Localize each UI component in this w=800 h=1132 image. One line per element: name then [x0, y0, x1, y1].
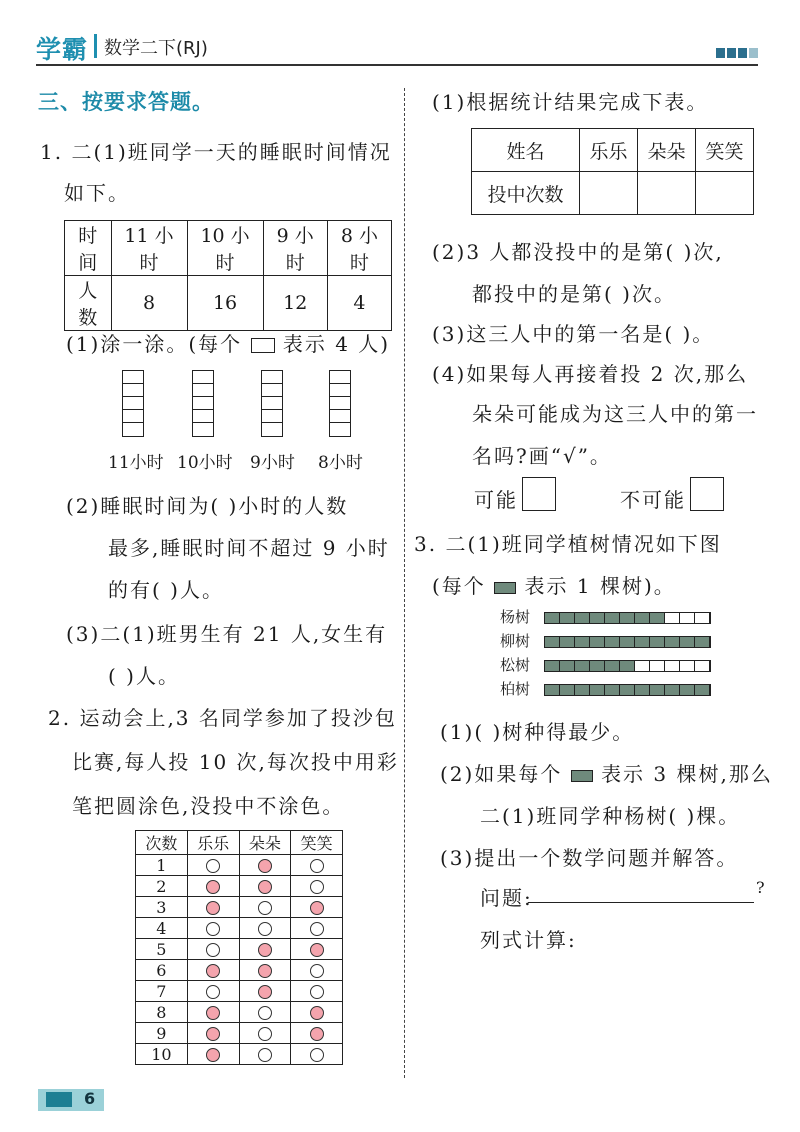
- tree-unit-filled: [620, 685, 635, 695]
- q3-legend-suffix: 表示 1 棵树)。: [524, 574, 676, 598]
- table-cell: 8: [111, 276, 187, 331]
- check-box-impossible[interactable]: [690, 477, 724, 511]
- throw-record-table: [135, 830, 343, 1065]
- hit-cell: [291, 981, 343, 1002]
- hit-cell: [187, 1002, 239, 1023]
- table-cell: 笑笑: [696, 129, 754, 172]
- table-header: 朵朵: [239, 831, 291, 855]
- page-number: 6: [84, 1089, 96, 1108]
- tree-bar: [544, 684, 711, 696]
- tree-unit-empty: [680, 613, 695, 623]
- q2-text: 比赛,每人投 10 次,每次投中用彩: [72, 750, 399, 774]
- tree-unit-icon: [571, 770, 593, 782]
- tree-bar: [544, 636, 711, 648]
- hit-cell: [239, 855, 291, 876]
- tree-unit-filled: [650, 613, 665, 623]
- tree-unit-filled: [560, 637, 575, 647]
- miss-circle-icon: [310, 1048, 324, 1062]
- hit-circle-icon: [258, 964, 272, 978]
- table-cell: 16: [187, 276, 263, 331]
- tree-unit-filled: [635, 685, 650, 695]
- tree-unit-empty: [695, 613, 710, 623]
- q3-sub2-suffix: 表示 3 棵树,那么: [601, 762, 773, 786]
- miss-circle-icon: [258, 1027, 272, 1041]
- tree-unit-filled: [650, 637, 665, 647]
- tree-unit-filled: [605, 661, 620, 671]
- q1-text: 1. 二(1)班同学一天的睡眠时间情况: [40, 140, 392, 164]
- hit-cell: [187, 855, 239, 876]
- tree-unit-icon: [494, 582, 516, 594]
- q2-sub2: (2)3 人都没投中的是第( )次,: [432, 240, 724, 264]
- tree-unit-filled: [545, 637, 560, 647]
- section-title: 三、按要求答题。: [38, 90, 214, 114]
- book-title: 数学二下(RJ): [104, 38, 208, 59]
- q3-text: [432, 570, 676, 599]
- question-answer-line[interactable]: [528, 878, 754, 903]
- table-row: [136, 897, 343, 918]
- coloring-cell[interactable]: [192, 422, 214, 437]
- check-box-possible[interactable]: [522, 477, 556, 511]
- q2-text: 2. 运动会上,3 名同学参加了投沙包: [48, 706, 397, 730]
- table-cell: 9 小时: [263, 221, 327, 276]
- tree-unit-filled: [590, 661, 605, 671]
- miss-circle-icon: [310, 964, 324, 978]
- q1-sub2: 的有( )人。: [108, 578, 224, 602]
- calc-label: 列式计算:: [480, 928, 577, 952]
- option-label: 不可能: [620, 488, 686, 512]
- row-number: 4: [136, 918, 188, 939]
- table-row: [136, 876, 343, 897]
- table-header: 次数: [136, 831, 188, 855]
- coloring-cell[interactable]: [329, 422, 351, 437]
- hit-circle-icon: [206, 901, 220, 915]
- hit-circle-icon: [206, 1048, 220, 1062]
- hit-cell: [291, 876, 343, 897]
- q2-sub4: 名吗?画“√”。: [472, 444, 612, 468]
- q2-text: 笔把圆涂色,没投中不涂色。: [72, 794, 345, 818]
- q2-sub2: 都投中的是第( )次。: [472, 282, 676, 306]
- option-label: 可能: [474, 488, 518, 512]
- table-cell: 10 小时: [187, 221, 263, 276]
- table-cell: 12: [263, 276, 327, 331]
- hit-circle-icon: [258, 985, 272, 999]
- hit-circle-icon: [206, 1027, 220, 1041]
- tree-label: 杨树: [500, 608, 531, 626]
- tree-unit-filled: [620, 661, 635, 671]
- tree-unit-filled: [665, 637, 680, 647]
- table-row: [136, 1044, 343, 1065]
- table-row: [136, 939, 343, 960]
- q1-sub3: ( )人。: [108, 664, 180, 688]
- tree-unit-filled: [680, 637, 695, 647]
- hit-cell: [239, 1002, 291, 1023]
- hit-cell: [291, 897, 343, 918]
- hit-cell: [187, 876, 239, 897]
- header-decoration: [738, 48, 747, 58]
- hit-cell: [187, 939, 239, 960]
- q3-sub2-prefix: (2)如果每个: [440, 762, 563, 786]
- hit-cell: [291, 1023, 343, 1044]
- q3-sub2: 二(1)班同学种杨树( )棵。: [480, 804, 741, 828]
- table-header: 乐乐: [187, 831, 239, 855]
- q1-sub1-suffix: 表示 4 人): [282, 332, 391, 356]
- hit-circle-icon: [258, 943, 272, 957]
- q1-text: 如下。: [64, 181, 130, 205]
- bar-label: 8小时: [318, 453, 363, 473]
- q2-sub4: (4)如果每人再接着投 2 次,那么: [432, 362, 749, 386]
- q2-sub1: (1)根据统计结果完成下表。: [432, 90, 709, 114]
- hit-cell: [187, 1023, 239, 1044]
- q3-sub1: (1)( )树种得最少。: [440, 720, 635, 744]
- miss-circle-icon: [310, 985, 324, 999]
- logo-divider: [94, 34, 97, 58]
- tree-unit-filled: [635, 613, 650, 623]
- tree-unit-filled: [680, 685, 695, 695]
- hit-circle-icon: [310, 943, 324, 957]
- tree-unit-filled: [590, 637, 605, 647]
- hit-circle-icon: [310, 1006, 324, 1020]
- miss-circle-icon: [258, 1048, 272, 1062]
- tree-unit-filled: [590, 613, 605, 623]
- hit-cell: [291, 960, 343, 981]
- pencil-icon: [46, 1092, 72, 1107]
- q1-sub2: 最多,睡眠时间不超过 9 小时: [108, 536, 390, 560]
- tree-unit-filled: [560, 613, 575, 623]
- row-number: 7: [136, 981, 188, 1002]
- hit-cell: [187, 1044, 239, 1065]
- table-cell: 姓名: [472, 129, 580, 172]
- table-cell: 8 小时: [327, 221, 391, 276]
- hit-cell: [291, 1044, 343, 1065]
- q3-sub2: [440, 758, 773, 787]
- hit-cell: [291, 855, 343, 876]
- header-decoration: [749, 48, 758, 58]
- hit-circle-icon: [310, 901, 324, 915]
- tree-bar: [544, 612, 711, 624]
- hit-cell: [239, 939, 291, 960]
- tree-label: 柏树: [500, 680, 531, 698]
- hit-cell: [291, 918, 343, 939]
- tree-unit-empty: [650, 661, 665, 671]
- tree-unit-filled: [545, 685, 560, 695]
- table-cell: 时间: [65, 221, 112, 276]
- question-mark: ?: [756, 878, 765, 897]
- miss-circle-icon: [206, 985, 220, 999]
- tree-label: 松树: [500, 656, 531, 674]
- tree-unit-empty: [665, 613, 680, 623]
- q1-sub1-prefix: (1)涂一涂。(每个: [66, 332, 243, 356]
- q3-sub3: (3)提出一个数学问题并解答。: [440, 846, 739, 870]
- tree-unit-filled: [545, 661, 560, 671]
- tree-unit-filled: [635, 637, 650, 647]
- tree-unit-filled: [650, 685, 665, 695]
- hit-cell: [239, 1023, 291, 1044]
- miss-circle-icon: [310, 859, 324, 873]
- hit-circle-icon: [258, 880, 272, 894]
- row-number: 10: [136, 1044, 188, 1065]
- answer-cell[interactable]: [638, 172, 696, 215]
- hit-cell: [239, 981, 291, 1002]
- miss-circle-icon: [206, 943, 220, 957]
- hit-circle-icon: [310, 1027, 324, 1041]
- row-number: 6: [136, 960, 188, 981]
- miss-circle-icon: [258, 901, 272, 915]
- hit-circle-icon: [258, 859, 272, 873]
- question-label: 问题:: [480, 886, 533, 910]
- hit-cell: [239, 876, 291, 897]
- table-cell: 乐乐: [580, 129, 638, 172]
- bar-label: 9小时: [250, 453, 295, 473]
- miss-circle-icon: [206, 859, 220, 873]
- miss-circle-icon: [310, 922, 324, 936]
- hit-cell: [187, 981, 239, 1002]
- q1-sub2: (2)睡眠时间为( )小时的人数: [66, 494, 349, 518]
- result-table: [471, 128, 754, 215]
- q3-text: 3. 二(1)班同学植树情况如下图: [414, 532, 722, 556]
- bar-label: 11小时: [108, 453, 164, 473]
- tree-unit-filled: [665, 685, 680, 695]
- tree-unit-filled: [575, 637, 590, 647]
- q2-sub4: 朵朵可能成为这三人中的第一: [472, 402, 758, 426]
- answer-cell[interactable]: [696, 172, 754, 215]
- column-divider: [404, 88, 405, 1078]
- tree-unit-empty: [680, 661, 695, 671]
- tree-unit-filled: [575, 661, 590, 671]
- miss-circle-icon: [258, 1006, 272, 1020]
- hit-cell: [239, 918, 291, 939]
- tree-unit-filled: [605, 613, 620, 623]
- tree-unit-filled: [695, 637, 710, 647]
- table-row: [136, 1002, 343, 1023]
- miss-circle-icon: [206, 922, 220, 936]
- table-row: [136, 1023, 343, 1044]
- tree-unit-filled: [560, 661, 575, 671]
- answer-cell[interactable]: [580, 172, 638, 215]
- tree-unit-empty: [665, 661, 680, 671]
- hit-cell: [187, 960, 239, 981]
- hit-circle-icon: [206, 1006, 220, 1020]
- table-cell: 11 小时: [111, 221, 187, 276]
- miss-circle-icon: [310, 880, 324, 894]
- miss-circle-icon: [258, 922, 272, 936]
- sleep-table: [64, 220, 392, 331]
- q1-sub1: [66, 328, 390, 357]
- table-row: [136, 855, 343, 876]
- q2-sub3: (3)这三人中的第一名是( )。: [432, 322, 715, 346]
- row-number: 9: [136, 1023, 188, 1044]
- row-number: 1: [136, 855, 188, 876]
- table-cell: 投中次数: [472, 172, 580, 215]
- hit-cell: [239, 1044, 291, 1065]
- brand-logo: 学霸: [36, 35, 89, 64]
- tree-unit-filled: [620, 613, 635, 623]
- row-number: 8: [136, 1002, 188, 1023]
- tree-unit-filled: [605, 637, 620, 647]
- tree-unit-filled: [545, 613, 560, 623]
- tree-unit-filled: [575, 613, 590, 623]
- q1-sub3: (3)二(1)班男生有 21 人,女生有: [66, 622, 388, 646]
- header-decoration: [727, 48, 736, 58]
- tree-unit-filled: [590, 685, 605, 695]
- table-cell: 4: [327, 276, 391, 331]
- hit-cell: [187, 918, 239, 939]
- hit-cell: [239, 897, 291, 918]
- hit-cell: [239, 960, 291, 981]
- hit-cell: [291, 1002, 343, 1023]
- header-decoration: [716, 48, 725, 58]
- tree-unit-empty: [635, 661, 650, 671]
- table-row: [136, 960, 343, 981]
- header-rule: [36, 64, 758, 66]
- tree-unit-empty: [695, 661, 710, 671]
- tree-unit-filled: [620, 637, 635, 647]
- hit-cell: [187, 897, 239, 918]
- bar-label: 10小时: [177, 453, 233, 473]
- hit-circle-icon: [206, 880, 220, 894]
- tree-bar: [544, 660, 711, 672]
- legend-square-icon: [251, 338, 275, 353]
- coloring-cell[interactable]: [261, 422, 283, 437]
- tree-unit-filled: [575, 685, 590, 695]
- tree-unit-filled: [560, 685, 575, 695]
- tree-label: 柳树: [500, 632, 531, 650]
- row-number: 3: [136, 897, 188, 918]
- table-cell: 朵朵: [638, 129, 696, 172]
- row-number: 2: [136, 876, 188, 897]
- coloring-cell[interactable]: [122, 422, 144, 437]
- table-cell: 人数: [65, 276, 112, 331]
- tree-unit-filled: [695, 685, 710, 695]
- hit-cell: [291, 939, 343, 960]
- tree-unit-filled: [605, 685, 620, 695]
- q3-legend-prefix: (每个: [432, 574, 486, 598]
- table-row: [136, 981, 343, 1002]
- table-header: 笑笑: [291, 831, 343, 855]
- hit-circle-icon: [206, 964, 220, 978]
- table-row: [136, 918, 343, 939]
- row-number: 5: [136, 939, 188, 960]
